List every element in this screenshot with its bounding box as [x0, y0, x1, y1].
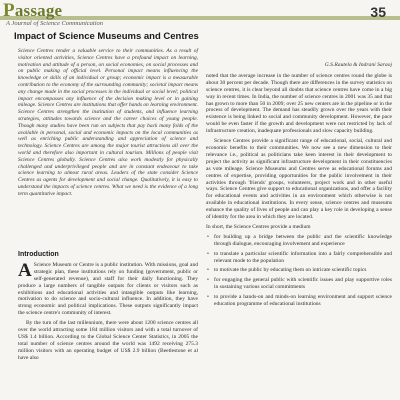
- intro-paragraph: A Science Museum or Centre is a public institution. With missions, goal and strategic plan, these institutions rely on funding (government, public or self-generated revenue), and staff for their daily functioning. They produce a large numbers of tangible outputs for clients or visitors such as exhibitions and educational activities and intangible outputs like learning, motivation to do science and socio-cultural influence. In addition, they have strong economic and political implications. These outputs significantly impact the science centre's community of interest.: [18, 259, 198, 317]
- right-column: [206, 62, 392, 311]
- benefits-list: [206, 234, 392, 308]
- article-title: Impact of Science Museums and Centres: [14, 31, 199, 42]
- body-paragraph: noted that the average increase in the number of science centres round the globe is about 30 percent per decade. Though there are differences in the survey statistics on science centres, it is clear beyond all doubts that science centres have come in a big way in recent times. In India, the number of science centres in 2001 was 35 and that has grown to more than 50 in 2009; over 25 new centers are in the pipeline or in the process of development. The demand has steadily grown over the years with their existence is being linked to social and community development. However, the pace would be even faster if the growth and development were not restricted by lack of infrastructure creation, inadequate professionals and slow capacity building.: [206, 72, 392, 135]
- journal-header: [0, 0, 400, 22]
- journal-tagline: A Journal of Science Communication: [6, 20, 104, 27]
- list-intro: In short, the Science Centres provide a medium: [206, 223, 311, 230]
- list-item: • for engaging the general public with scientific issues and play supportive roles in sustaining various social commitments: [214, 277, 392, 291]
- list-item: • to provide a hands-on and minds-on learning environment and support science education programme of educational institutions: [214, 294, 392, 308]
- drop-cap: A: [18, 259, 32, 281]
- article-abstract: Science Centres render a valuable service to their communities. As a result of visitor oriented activities, Science Centres have a profound impact on learning, motivation and attitude of a person, on social economies, on social processes and on public making of official level. Personal impact means influencing the knowledge or skills of an individual or group; economic impact is a measurable contribution to the economy of the surrounding community; societal impact means any change made in the social processes in the individual or social level; political impact encompasses any influence of the decision making level or in gaining mileage. Science Centres are institutions that offer hands on learning environment. Science Centres strengthen the institution of students, and influence learning strategies, attitudes towards science and the career choices of young people. Though many studies have been run on subjects that pay back many folds of the available in personal, social and economic impacts on the local communities as well as enriching public understanding and appreciation of science and technology. Science Centres are among the major tourist attractions all over the world and therefore also important in cultural tourism. Millions of people visit Science Centres globally. Science Centres also work modestly for physically challenged and underprivileged people and are in constant endeavour to take science learning to almost rural areas. Leaders of the state consider Science Centres as agents for development and social change. Qualitatively, it is easy to understand the impacts of science centres. What we need is the evidence of a long term quantitative impact.: [18, 48, 198, 197]
- article-authors: G.S.Rautela & Indrani Saraoj: [324, 62, 392, 68]
- journal-logo: Passage: [3, 0, 63, 21]
- list-item: • to motivate the public by educating them on intricate scientific topics: [214, 267, 392, 274]
- body-paragraph: By the turn of the last millennium, there were about 1200 science centres all over the world attracting some 184 million visitors and with a total turnover of US$ 1.4 billion. According to the Global Science Center Statistics, in 2005 the total number of science centres around the world was 1492 receiving 275.3 million visitors with an operating budget of US$ 2.9 billion (Beetlestone et al have also: [18, 320, 198, 361]
- introduction-heading: Introduction: [18, 251, 59, 258]
- list-item: • to translate a particular scientific information into a fairly comprehensible and relevant mode to the population: [214, 251, 392, 265]
- page-number: 35: [370, 4, 386, 20]
- body-paragraph: Science Centres provide a significant range of educational, social, cultural and economic benefits to their communities. We now see a new dimension to their relevance i.e., political as politicians take keen interest in their development to project the activity as significant infrastructure development in their constituencies as vote mileage. Science Museums and Centres serve as educational forums and centres of expertise, providing opportunities for the public involvement in their activities through 'friends' groups, volunteers, project work and in other useful ways. Science Centres give support to educational organizations, and offer a facility for educational events and activities in an environment which otherwise is not available in educational institutions. In every sense, science centres and museums enhance the quality of lives of people and can play a key role in developing a sense of identity for the area in which they are located.: [206, 138, 392, 221]
- left-column: [18, 252, 198, 365]
- list-item: • for building up a bridge between the public and the scientific knowledge through dialogue, encouraging involvement and experience: [214, 234, 392, 248]
